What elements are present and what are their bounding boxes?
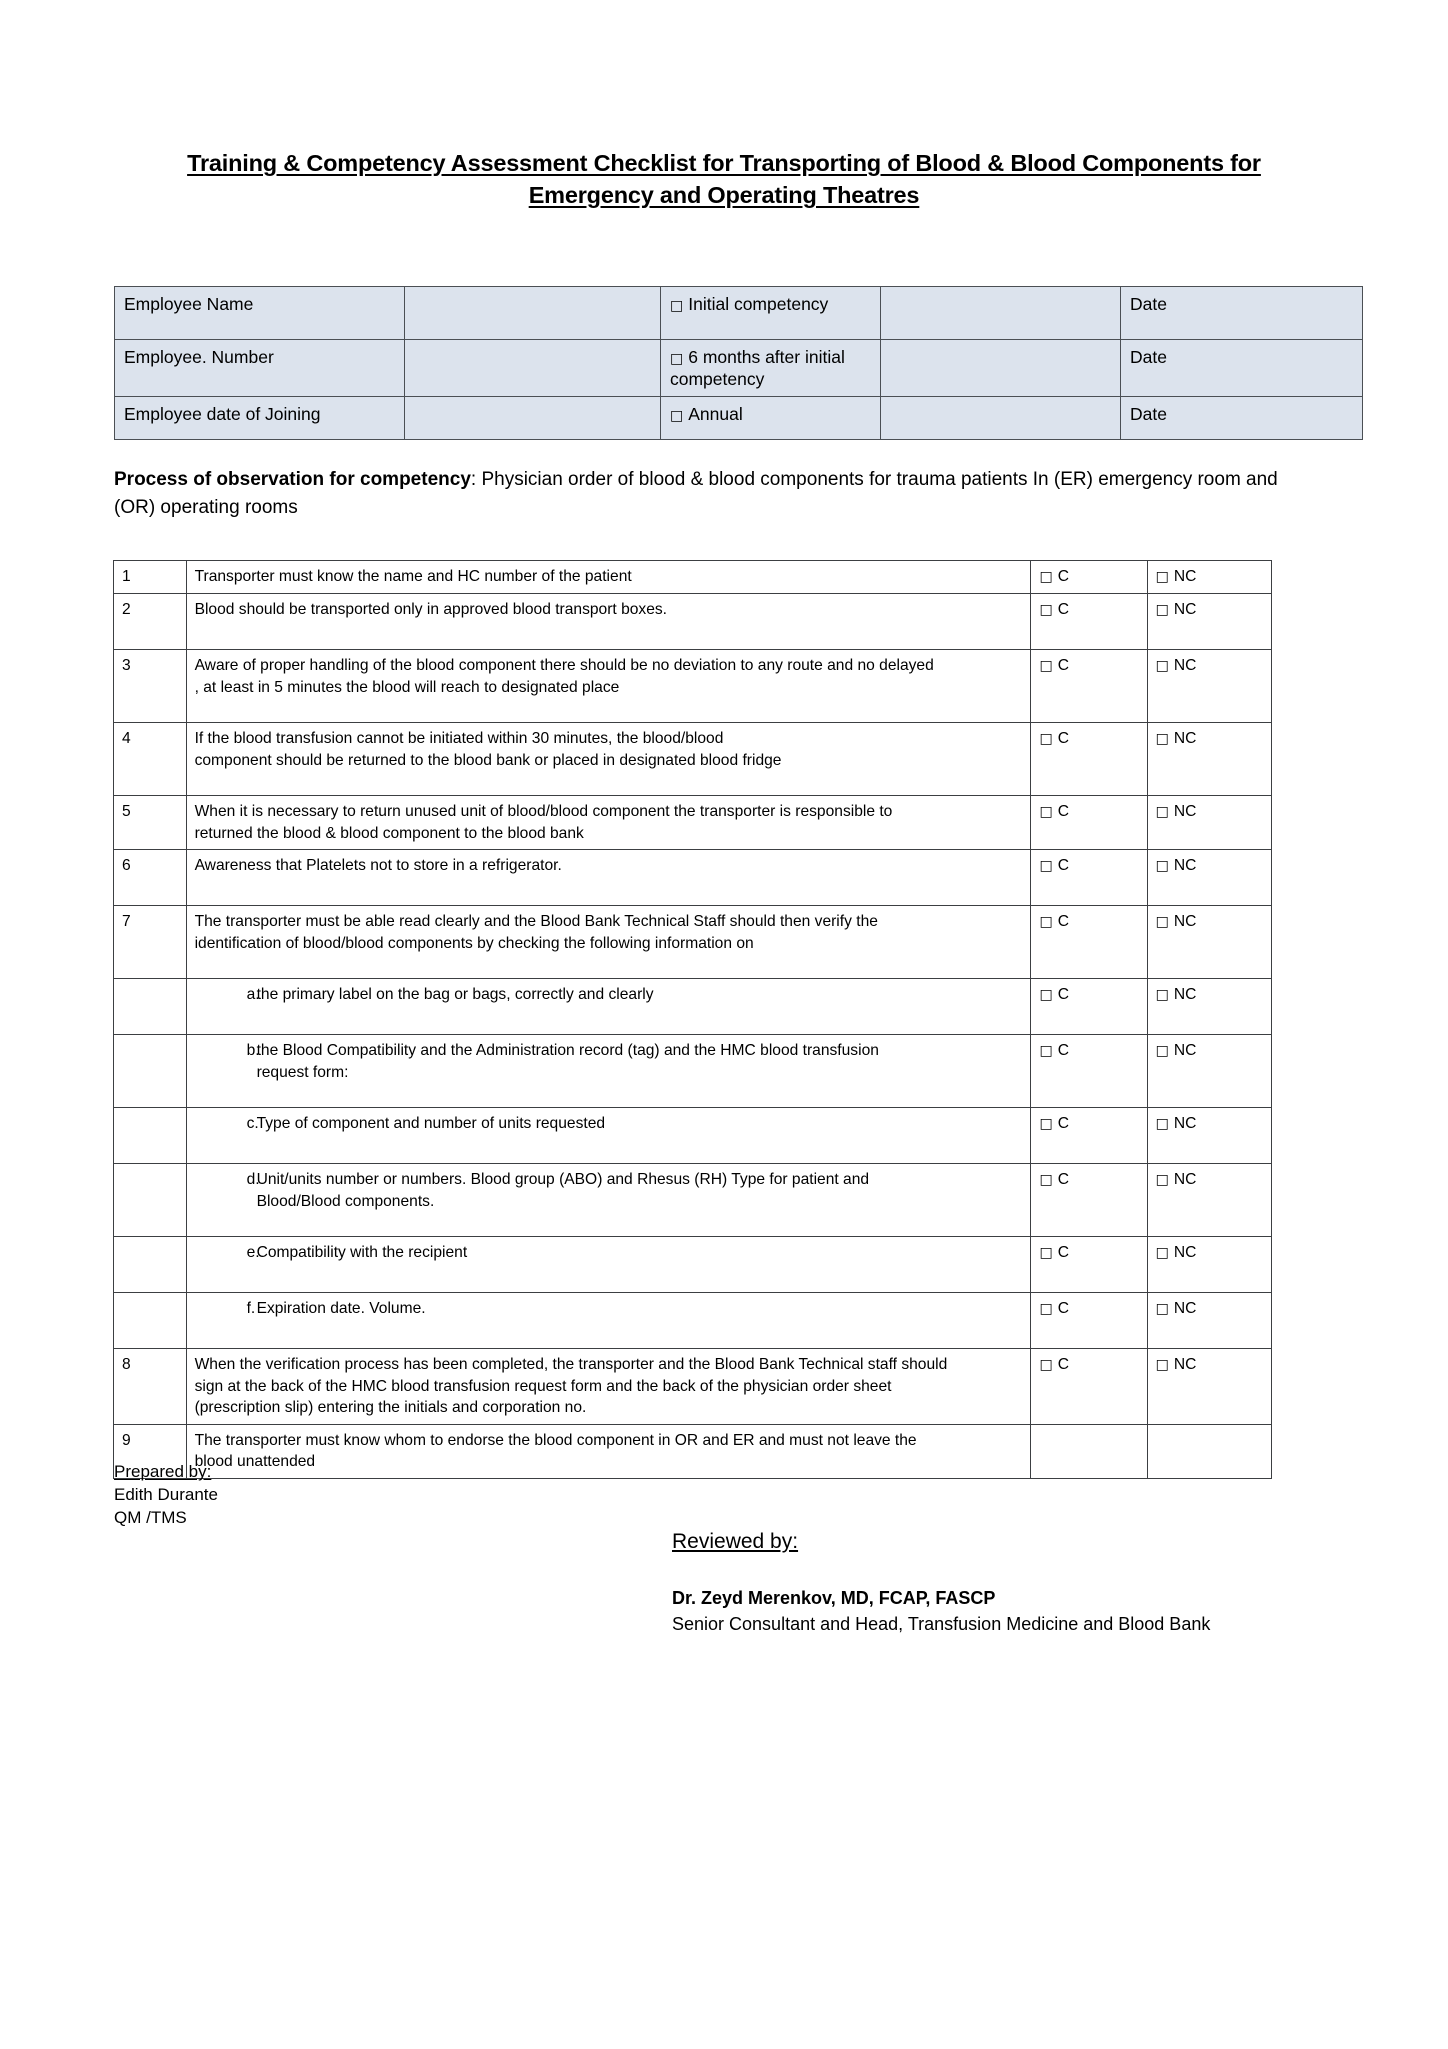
employee-header-row bbox=[115, 340, 1363, 397]
non-compliant-checkbox-cell[interactable] bbox=[1147, 594, 1271, 650]
page-title-line1: Training & Competency Assessment Checklist for Transporting of Blood & Blood Components for bbox=[187, 150, 1261, 176]
checklist-text-line: the Blood Compatibility and the Administration record (tag) and the HMC blood transfusion bbox=[256, 1042, 879, 1059]
checklist-item-text bbox=[186, 1108, 1031, 1164]
checklist-sub-letter: d. bbox=[246, 1171, 260, 1188]
checklist-item-text bbox=[186, 796, 1031, 850]
checkbox-icon[interactable]: □ bbox=[1155, 804, 1169, 820]
checklist-sub-text bbox=[257, 1040, 1025, 1083]
checklist-item-number: 1 bbox=[114, 561, 187, 594]
checkbox-icon[interactable]: □ bbox=[670, 351, 684, 367]
table-row bbox=[114, 1349, 1272, 1425]
non-compliant-checkbox-cell[interactable] bbox=[1147, 906, 1271, 979]
checklist-item-text bbox=[186, 906, 1031, 979]
compliant-checkbox-cell[interactable] bbox=[1031, 796, 1147, 850]
checklist-item-text bbox=[186, 1424, 1031, 1478]
checkbox-icon[interactable]: □ bbox=[1155, 1172, 1169, 1188]
compliant-checkbox-cell[interactable] bbox=[1031, 1349, 1147, 1425]
checklist-item-number bbox=[114, 1237, 187, 1293]
table-row bbox=[114, 979, 1272, 1035]
checklist-item-number: 5 bbox=[114, 796, 187, 850]
non-compliant-checkbox-cell[interactable] bbox=[1147, 1293, 1271, 1349]
checklist-sub-text bbox=[257, 1113, 1025, 1135]
checkbox-icon[interactable]: □ bbox=[670, 408, 684, 424]
compliant-label: C bbox=[1057, 1171, 1069, 1188]
reviewer-name: Dr. Zeyd Merenkov, MD, FCAP, FASCP bbox=[672, 1588, 996, 1608]
competency-checklist-table bbox=[113, 560, 1272, 1479]
non-compliant-label: NC bbox=[1173, 1042, 1197, 1059]
date-label-cell[interactable]: Date bbox=[1121, 340, 1363, 397]
checkbox-icon[interactable]: □ bbox=[1039, 1116, 1053, 1132]
non-compliant-label: NC bbox=[1173, 1171, 1197, 1188]
table-row bbox=[114, 1293, 1272, 1349]
checkbox-icon[interactable]: □ bbox=[1039, 914, 1053, 930]
checklist-text-line: returned the blood & blood component to the blood bank bbox=[194, 824, 584, 842]
competency-type-label-line2: competency bbox=[670, 369, 765, 389]
non-compliant-label: NC bbox=[1173, 1300, 1197, 1317]
checklist-text-line: blood unattended bbox=[194, 1453, 316, 1470]
compliant-checkbox-cell[interactable] bbox=[1031, 1164, 1147, 1237]
reviewer-block bbox=[672, 1585, 1210, 1637]
checklist-text-line: component should be returned to the blood bank or placed in designated blood fridge bbox=[194, 751, 782, 769]
checklist-text-line: Expiration date. Volume. bbox=[256, 1300, 426, 1317]
checklist-item-text bbox=[186, 650, 1031, 723]
compliant-checkbox-cell[interactable] bbox=[1031, 1035, 1147, 1108]
checklist-sub-letter: f. bbox=[246, 1300, 256, 1317]
employee-field-value[interactable] bbox=[405, 287, 661, 340]
table-row bbox=[114, 906, 1272, 979]
compliant-label: C bbox=[1057, 1244, 1069, 1261]
compliant-checkbox-cell[interactable] bbox=[1031, 594, 1147, 650]
checkbox-icon[interactable]: □ bbox=[1155, 1301, 1169, 1317]
employee-header-row bbox=[115, 397, 1363, 440]
competency-type-cell[interactable] bbox=[661, 340, 881, 397]
competency-blank-cell[interactable] bbox=[881, 340, 1121, 397]
checklist-item-text bbox=[186, 1035, 1031, 1108]
checklist-text-line: the primary label on the bag or bags, correctly and clearly bbox=[256, 986, 654, 1003]
checklist-text-line: identification of blood/blood components by checking the following information on bbox=[194, 934, 754, 952]
checklist-sub-letter: e. bbox=[246, 1244, 260, 1261]
checklist-item-number: 7 bbox=[114, 906, 187, 979]
compliant-checkbox-cell[interactable] bbox=[1031, 723, 1147, 796]
table-row bbox=[114, 594, 1272, 650]
checklist-item-number bbox=[114, 979, 187, 1035]
checkbox-icon[interactable]: □ bbox=[1155, 1245, 1169, 1261]
non-compliant-label: NC bbox=[1173, 913, 1197, 930]
non-compliant-checkbox-cell[interactable] bbox=[1147, 1108, 1271, 1164]
checkbox-icon[interactable]: □ bbox=[1155, 1043, 1169, 1059]
reviewed-by-label: Reviewed by: bbox=[672, 1530, 799, 1553]
checklist-sub-text bbox=[257, 1242, 1025, 1264]
checkbox-icon[interactable]: □ bbox=[1155, 569, 1169, 585]
compliant-label: C bbox=[1057, 857, 1069, 874]
table-row bbox=[114, 1237, 1272, 1293]
checkbox-icon[interactable]: □ bbox=[1039, 602, 1053, 618]
checkbox-icon[interactable]: □ bbox=[1039, 858, 1053, 874]
non-compliant-checkbox-cell[interactable] bbox=[1147, 1035, 1271, 1108]
compliant-label: C bbox=[1057, 657, 1069, 674]
checklist-text-line: The transporter must know whom to endorse the blood component in OR and ER and must not leave the bbox=[194, 1431, 917, 1449]
table-row bbox=[114, 650, 1272, 723]
process-text: : Physician order of blood & blood components for trauma patients In (ER) emergency room and (OR) operating rooms bbox=[114, 469, 1278, 518]
table-row bbox=[114, 561, 1272, 594]
non-compliant-checkbox-cell[interactable] bbox=[1147, 1349, 1271, 1425]
checklist-item-text bbox=[186, 1237, 1031, 1293]
checklist-sub-letter: b. bbox=[246, 1042, 260, 1059]
checklist-text-line: Transporter must know the name and HC number of the patient bbox=[194, 568, 632, 585]
compliant-checkbox-cell[interactable] bbox=[1031, 1293, 1147, 1349]
compliant-checkbox-cell[interactable] bbox=[1031, 906, 1147, 979]
checklist-text-line: Aware of proper handling of the blood component there should be no deviation to any route and no delayed bbox=[194, 657, 934, 674]
checkbox-icon[interactable]: □ bbox=[1039, 1172, 1053, 1188]
non-compliant-checkbox-cell[interactable] bbox=[1147, 979, 1271, 1035]
checkbox-icon[interactable]: □ bbox=[1039, 731, 1053, 747]
checklist-text-line: request form: bbox=[256, 1063, 349, 1081]
checklist-item-number bbox=[114, 1035, 187, 1108]
non-compliant-checkbox-cell[interactable] bbox=[1147, 1237, 1271, 1293]
non-compliant-label: NC bbox=[1173, 601, 1197, 618]
checklist-text-line: Blood/Blood components. bbox=[256, 1192, 435, 1210]
checklist-text-line: , at least in 5 minutes the blood will reach to designated place bbox=[194, 678, 620, 696]
checkbox-icon[interactable]: □ bbox=[1039, 804, 1053, 820]
checkbox-icon[interactable]: □ bbox=[1039, 1245, 1053, 1261]
employee-field-label: Employee Name bbox=[115, 287, 405, 340]
compliant-label: C bbox=[1057, 913, 1069, 930]
checklist-sub-text bbox=[257, 1298, 1025, 1320]
non-compliant-checkbox-cell[interactable] bbox=[1147, 1424, 1271, 1478]
checkbox-icon[interactable]: □ bbox=[1039, 1301, 1053, 1317]
checklist-item-number: 3 bbox=[114, 650, 187, 723]
compliant-checkbox-cell[interactable] bbox=[1031, 850, 1147, 906]
checklist-item-number: 4 bbox=[114, 723, 187, 796]
checklist-item-text bbox=[186, 723, 1031, 796]
employee-field-label: Employee date of Joining bbox=[115, 397, 405, 440]
table-row bbox=[114, 1108, 1272, 1164]
checklist-item-text bbox=[186, 1293, 1031, 1349]
competency-type-cell[interactable] bbox=[661, 287, 881, 340]
checklist-sub-text bbox=[257, 1169, 1025, 1212]
compliant-label: C bbox=[1057, 803, 1069, 820]
non-compliant-checkbox-cell[interactable] bbox=[1147, 561, 1271, 594]
process-of-observation-paragraph bbox=[114, 466, 1309, 522]
checkbox-icon[interactable]: □ bbox=[1039, 658, 1053, 674]
checklist-text-line: sign at the back of the HMC blood transfusion request form and the back of the physician order sheet bbox=[194, 1377, 892, 1395]
non-compliant-label: NC bbox=[1173, 1356, 1197, 1373]
competency-blank-cell[interactable] bbox=[881, 397, 1121, 440]
checklist-item-text bbox=[186, 1349, 1031, 1425]
checkbox-icon[interactable]: □ bbox=[1155, 658, 1169, 674]
compliant-checkbox-cell[interactable] bbox=[1031, 1108, 1147, 1164]
checkbox-icon[interactable]: □ bbox=[1039, 1357, 1053, 1373]
non-compliant-checkbox-cell[interactable] bbox=[1147, 796, 1271, 850]
checkbox-icon[interactable]: □ bbox=[1155, 858, 1169, 874]
checkbox-icon[interactable]: □ bbox=[1155, 731, 1169, 747]
compliant-checkbox-cell[interactable] bbox=[1031, 1237, 1147, 1293]
competency-type-label: Initial competency bbox=[688, 294, 829, 314]
non-compliant-label: NC bbox=[1173, 657, 1197, 674]
checklist-text-line: Awareness that Platelets not to store in a refrigerator. bbox=[194, 857, 562, 874]
checkbox-icon[interactable]: □ bbox=[670, 298, 684, 314]
checklist-sub-text bbox=[257, 984, 1025, 1006]
table-row bbox=[114, 723, 1272, 796]
compliant-label: C bbox=[1057, 1300, 1069, 1317]
prepared-by-block bbox=[114, 1460, 218, 1529]
checklist-text-line: (prescription slip) entering the initials and corporation no. bbox=[194, 1399, 587, 1416]
checklist-text-line: When it is necessary to return unused unit of blood/blood component the transporter is responsible to bbox=[194, 803, 893, 820]
non-compliant-checkbox-cell[interactable] bbox=[1147, 723, 1271, 796]
process-label: Process of observation for competency bbox=[114, 469, 471, 490]
employee-field-value[interactable] bbox=[405, 397, 661, 440]
checkbox-icon[interactable]: □ bbox=[1155, 987, 1169, 1003]
checkbox-icon[interactable]: □ bbox=[1155, 1357, 1169, 1373]
checkbox-icon[interactable]: □ bbox=[1039, 569, 1053, 585]
non-compliant-checkbox-cell[interactable] bbox=[1147, 850, 1271, 906]
non-compliant-checkbox-cell[interactable] bbox=[1147, 650, 1271, 723]
page-title bbox=[114, 148, 1334, 211]
compliant-checkbox-cell[interactable] bbox=[1031, 979, 1147, 1035]
checklist-item-number bbox=[114, 1108, 187, 1164]
non-compliant-label: NC bbox=[1173, 730, 1197, 747]
compliant-checkbox-cell[interactable] bbox=[1031, 561, 1147, 594]
checkbox-icon[interactable]: □ bbox=[1039, 987, 1053, 1003]
competency-type-label: 6 months after initial bbox=[688, 347, 845, 367]
reviewed-by-label-block bbox=[672, 1529, 798, 1555]
competency-type-cell[interactable] bbox=[661, 397, 881, 440]
compliant-label: C bbox=[1057, 601, 1069, 618]
checklist-item-text bbox=[186, 1164, 1031, 1237]
employee-header-table bbox=[114, 286, 1363, 440]
checklist-text-line: Unit/units number or numbers. Blood group (ABO) and Rhesus (RH) Type for patient and bbox=[256, 1171, 870, 1188]
table-row bbox=[114, 1164, 1272, 1237]
table-row bbox=[114, 796, 1272, 850]
checklist-text-line: Blood should be transported only in approved blood transport boxes. bbox=[194, 601, 668, 618]
checklist-text-line: Type of component and number of units requested bbox=[256, 1115, 606, 1132]
compliant-label: C bbox=[1057, 1115, 1069, 1132]
checklist-item-number: 8 bbox=[114, 1349, 187, 1425]
checkbox-icon[interactable]: □ bbox=[1155, 1116, 1169, 1132]
prepared-by-role: QM /TMS bbox=[114, 1508, 187, 1527]
checklist-item-text bbox=[186, 561, 1031, 594]
checklist-text-line: If the blood transfusion cannot be initiated within 30 minutes, the blood/blood bbox=[194, 730, 724, 747]
checklist-item-number bbox=[114, 1293, 187, 1349]
checklist-item-text bbox=[186, 594, 1031, 650]
competency-blank-cell[interactable] bbox=[881, 287, 1121, 340]
checklist-item-number: 9 bbox=[114, 1424, 187, 1478]
compliant-label: C bbox=[1057, 1356, 1069, 1373]
employee-header-row bbox=[115, 287, 1363, 340]
checklist-item-text bbox=[186, 850, 1031, 906]
checklist-item-number: 2 bbox=[114, 594, 187, 650]
checklist-text-line: When the verification process has been completed, the transporter and the Blood Bank Technical staff should bbox=[194, 1356, 948, 1373]
checklist-item-text bbox=[186, 979, 1031, 1035]
compliant-checkbox-cell[interactable] bbox=[1031, 1424, 1147, 1478]
non-compliant-label: NC bbox=[1173, 857, 1197, 874]
non-compliant-label: NC bbox=[1173, 803, 1197, 820]
prepared-by-label: Prepared by: bbox=[114, 1462, 212, 1481]
checkbox-icon[interactable]: □ bbox=[1039, 1043, 1053, 1059]
checklist-item-number: 6 bbox=[114, 850, 187, 906]
competency-type-label: Annual bbox=[688, 404, 743, 424]
employee-field-value[interactable] bbox=[405, 340, 661, 397]
checklist-sub-letter: c. bbox=[246, 1115, 259, 1132]
checkbox-icon[interactable]: □ bbox=[1155, 602, 1169, 618]
prepared-by-name: Edith Durante bbox=[114, 1485, 218, 1504]
employee-field-label: Employee. Number bbox=[115, 340, 405, 397]
date-label-cell[interactable]: Date bbox=[1121, 397, 1363, 440]
non-compliant-label: NC bbox=[1173, 1115, 1197, 1132]
compliant-label: C bbox=[1057, 730, 1069, 747]
compliant-label: C bbox=[1057, 568, 1069, 585]
non-compliant-label: NC bbox=[1173, 568, 1197, 585]
table-row bbox=[114, 1424, 1272, 1478]
checkbox-icon[interactable]: □ bbox=[1155, 914, 1169, 930]
non-compliant-label: NC bbox=[1173, 986, 1197, 1003]
page-title-line2: Emergency and Operating Theatres bbox=[528, 182, 920, 208]
table-row bbox=[114, 850, 1272, 906]
compliant-label: C bbox=[1057, 986, 1069, 1003]
date-label-cell[interactable]: Date bbox=[1121, 287, 1363, 340]
compliant-checkbox-cell[interactable] bbox=[1031, 650, 1147, 723]
non-compliant-label: NC bbox=[1173, 1244, 1197, 1261]
checklist-text-line: Compatibility with the recipient bbox=[256, 1244, 468, 1261]
table-row bbox=[114, 1035, 1272, 1108]
checklist-item-number bbox=[114, 1164, 187, 1237]
checklist-text-line: The transporter must be able read clearly and the Blood Bank Technical Staff should then verify the bbox=[194, 913, 878, 930]
non-compliant-checkbox-cell[interactable] bbox=[1147, 1164, 1271, 1237]
compliant-label: C bbox=[1057, 1042, 1069, 1059]
reviewer-title: Senior Consultant and Head, Transfusion Medicine and Blood Bank bbox=[672, 1614, 1211, 1634]
checklist-sub-letter: a. bbox=[246, 986, 260, 1003]
